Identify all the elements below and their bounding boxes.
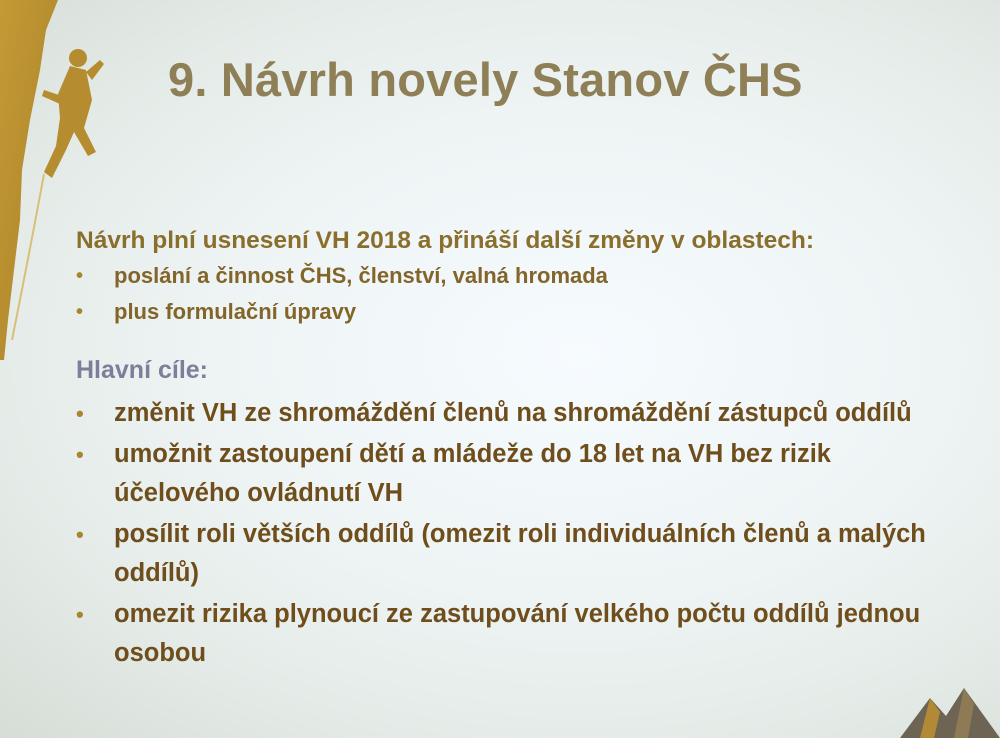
list-item — [76, 435, 954, 513]
bullet-icon: • — [76, 265, 84, 287]
list-item — [76, 394, 954, 433]
bullet-icon: • — [76, 301, 84, 323]
list-item-text: posílit roli větších oddílů (omezit roli individuálních členů a malých oddílů) — [114, 520, 926, 587]
list-item — [76, 294, 956, 330]
slide-title: 9. Návrh novely Stanov ČHS — [168, 53, 803, 106]
list-item-text: plus formulační úpravy — [114, 299, 357, 324]
list-item-text: změnit VH ze shromáždění členů na shromáždění zástupců oddílů — [114, 399, 912, 427]
intro-section — [76, 224, 956, 330]
bullet-icon: • — [76, 522, 84, 547]
bullet-icon: • — [76, 401, 84, 426]
list-item — [76, 595, 954, 673]
goals-section — [76, 352, 956, 675]
bullet-icon: • — [76, 442, 84, 467]
goals-heading: Hlavní cíle: — [76, 356, 208, 384]
mountain-peaks-icon — [890, 678, 1000, 738]
goals-list — [76, 394, 956, 673]
list-item-text: poslání a činnost ČHS, členství, valná hromada — [114, 263, 608, 288]
bullet-icon: • — [76, 602, 84, 627]
intro-heading: Návrh plní usnesení VH 2018 a přináší další změny v oblastech: — [76, 227, 814, 254]
list-item — [76, 258, 956, 294]
list-item-text: omezit rizika plynoucí ze zastupování velkého počtu oddílů jednou osobou — [114, 600, 921, 667]
list-item — [76, 515, 954, 593]
intro-list — [76, 258, 956, 330]
list-item-text: umožnit zastoupení dětí a mládeže do 18 let na VH bez rizik účelového ovládnutí VH — [114, 440, 831, 507]
